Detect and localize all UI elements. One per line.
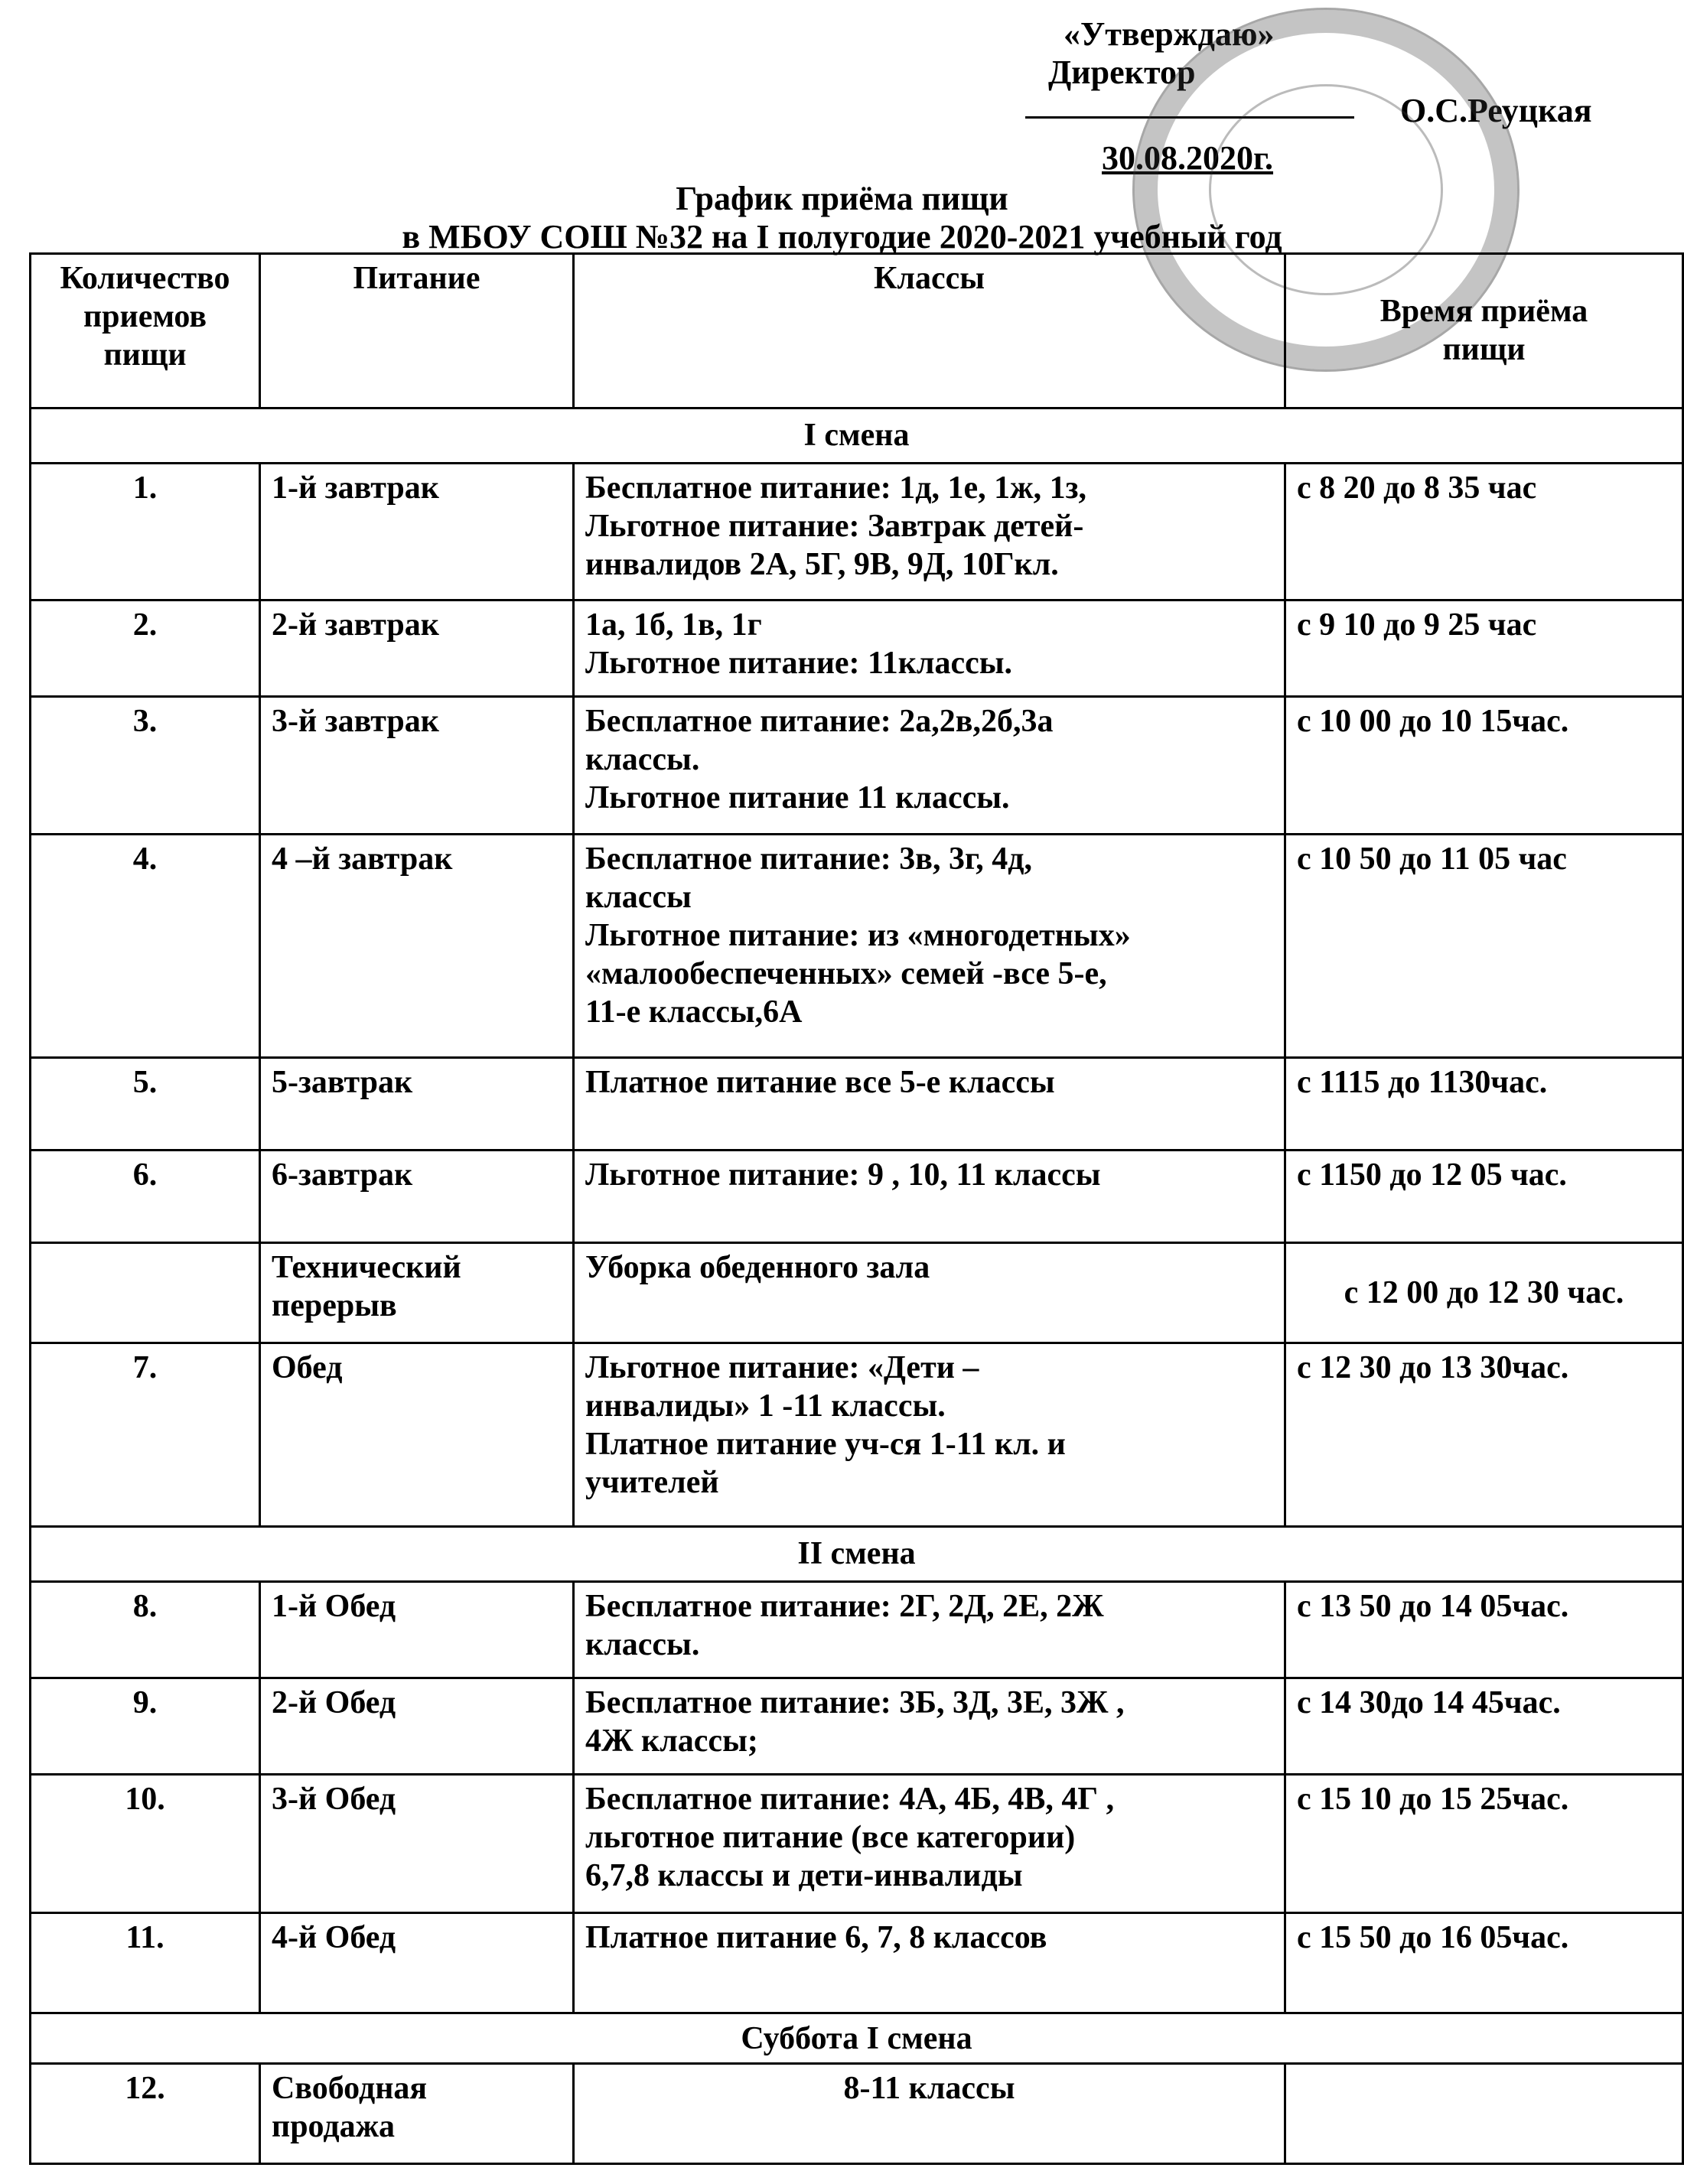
meal-schedule-table — [29, 252, 1684, 2165]
approval-position: Директор — [1048, 54, 1196, 91]
row-number: 10. — [31, 1775, 260, 1913]
row-number: 2. — [31, 601, 260, 697]
row-meal: Свободная продажа — [260, 2063, 574, 2163]
table-row — [31, 1775, 1683, 1913]
row-time: с 1115 до 1130час. — [1285, 1057, 1683, 1150]
approval-label: «Утверждаю» — [1063, 15, 1275, 53]
row-meal: 3-й Обед — [260, 1775, 574, 1913]
row-number — [31, 1242, 260, 1343]
row-classes: Бесплатное питание: 4А, 4Б, 4В, 4Г , льготное питание (все категории) 6,7,8 классы и дети-инвалиды — [574, 1775, 1285, 1913]
row-number: 3. — [31, 697, 260, 834]
table-row — [31, 1582, 1683, 1678]
row-time: с 9 10 до 9 25 час — [1285, 601, 1683, 697]
row-time: с 12 30 до 13 30час. — [1285, 1343, 1683, 1526]
table-row — [31, 1678, 1683, 1775]
row-meal: Обед — [260, 1343, 574, 1526]
approval-date: 30.08.2020г. — [1102, 139, 1274, 177]
row-classes: 1а, 1б, 1в, 1г Льготное питание: 11классы. — [574, 601, 1285, 697]
row-number: 11. — [31, 1913, 260, 2013]
row-time: с 14 30до 14 45час. — [1285, 1678, 1683, 1775]
row-number: 6. — [31, 1150, 260, 1242]
row-time: с 12 00 до 12 30 час. — [1285, 1242, 1683, 1343]
table-row — [31, 464, 1683, 601]
table-header-row — [31, 254, 1683, 408]
row-time: с 10 50 до 11 05 час — [1285, 834, 1683, 1057]
row-meal: 1-й Обед — [260, 1582, 574, 1678]
table-row — [31, 834, 1683, 1057]
row-classes: Бесплатное питание: 3Б, 3Д, 3Е, 3Ж , 4Ж классы; — [574, 1678, 1285, 1775]
table-row — [31, 601, 1683, 697]
approval-name: О.С.Реуцкая — [1400, 92, 1592, 129]
row-meal: 2-й завтрак — [260, 601, 574, 697]
row-classes: Платное питание 6, 7, 8 классов — [574, 1913, 1285, 2013]
shift-row — [31, 2013, 1683, 2063]
row-meal: 5-завтрак — [260, 1057, 574, 1150]
row-number: 12. — [31, 2063, 260, 2163]
row-classes: Бесплатное питание: 2Г, 2Д, 2Е, 2Ж классы. — [574, 1582, 1285, 1678]
page-subtitle: в МБОУ СОШ №32 на I полугодие 2020-2021 учебный год — [402, 218, 1282, 256]
row-meal: 1-й завтрак — [260, 464, 574, 601]
row-time: с 10 00 до 10 15час. — [1285, 697, 1683, 834]
row-time: с 15 10 до 15 25час. — [1285, 1775, 1683, 1913]
table-row — [31, 1343, 1683, 1526]
row-classes: Платное питание все 5-е классы — [574, 1057, 1285, 1150]
shift-row — [31, 1526, 1683, 1582]
row-time: с 13 50 до 14 05час. — [1285, 1582, 1683, 1678]
row-classes: Бесплатное питание: 1д, 1е, 1ж, 1з, Льготное питание: Завтрак детей- инвалидов 2А, 5Г, 9В, 9Д, 10Гкл. — [574, 464, 1285, 601]
shift-2-label: II смена — [31, 1526, 1683, 1582]
table-row — [31, 1150, 1683, 1242]
row-classes: 8-11 классы — [574, 2063, 1285, 2163]
table-row — [31, 1057, 1683, 1150]
row-classes: Уборка обеденного зала — [574, 1242, 1285, 1343]
row-meal: 4-й Обед — [260, 1913, 574, 2013]
row-classes: Бесплатное питание: 2а,2в,2б,3а классы. Льготное питание 11 классы. — [574, 697, 1285, 834]
row-meal: Технический перерыв — [260, 1242, 574, 1343]
header-meal: Питание — [260, 254, 574, 408]
row-number: 8. — [31, 1582, 260, 1678]
row-meal: 2-й Обед — [260, 1678, 574, 1775]
row-classes: Льготное питание: «Дети – инвалиды» 1 -11 классы. Платное питание уч-ся 1-11 кл. и учителей — [574, 1343, 1285, 1526]
row-meal: 4 –й завтрак — [260, 834, 574, 1057]
row-meal: 3-й завтрак — [260, 697, 574, 834]
table-row — [31, 697, 1683, 834]
row-classes: Льготное питание: 9 , 10, 11 классы — [574, 1150, 1285, 1242]
row-time: с 8 20 до 8 35 час — [1285, 464, 1683, 601]
table-row — [31, 1242, 1683, 1343]
row-number: 7. — [31, 1343, 260, 1526]
shift-row — [31, 408, 1683, 464]
row-meal: 6-завтрак — [260, 1150, 574, 1242]
table-row — [31, 1913, 1683, 2013]
row-number: 5. — [31, 1057, 260, 1150]
header-count: Количество приемов пищи — [31, 254, 260, 408]
row-time: с 15 50 до 16 05час. — [1285, 1913, 1683, 2013]
row-time — [1285, 2063, 1683, 2163]
shift-1-label: I смена — [31, 408, 1683, 464]
row-number: 4. — [31, 834, 260, 1057]
table-row — [31, 2063, 1683, 2163]
page-title: График приёма пищи — [676, 180, 1008, 217]
saturday-shift-label: Суббота I смена — [31, 2013, 1683, 2063]
row-number: 9. — [31, 1678, 260, 1775]
row-classes: Бесплатное питание: 3в, 3г, 4д, классы Льготное питание: из «многодетных» «малообеспеченных» семей -все 5-е, 11-е классы,6А — [574, 834, 1285, 1057]
row-time: с 1150 до 12 05 час. — [1285, 1150, 1683, 1242]
row-number: 1. — [31, 464, 260, 601]
header-classes: Классы — [574, 254, 1285, 408]
header-time: Время приёма пищи — [1285, 254, 1683, 408]
